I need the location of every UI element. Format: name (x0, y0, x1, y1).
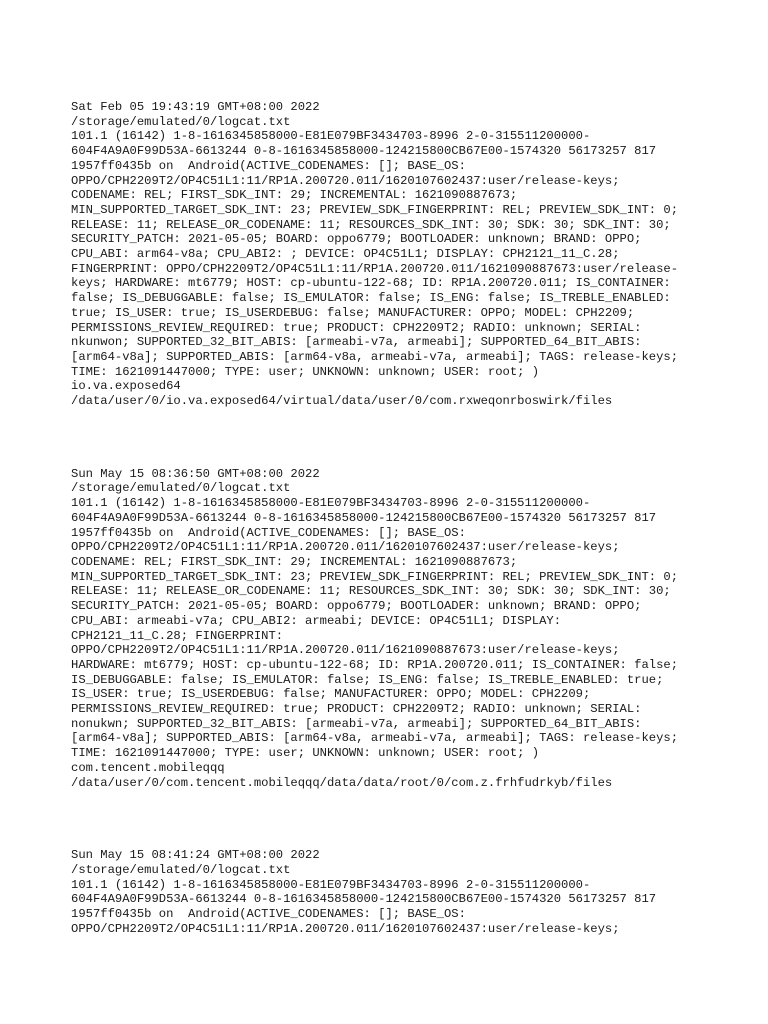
log-line: [arm64-v8a]; SUPPORTED_ABIS: [arm64-v8a, armeabi-v7a, armeabi]; TAGS: release-keys; (71, 349, 679, 364)
log-line: FINGERPRINT: OPPO/CPH2209T2/OP4C51L1:11/RP1A.200720.011/1621090887673:user/release- (71, 261, 679, 276)
log-line: 101.1 (16142) 1-8-1616345858000-E81E079BF3434703-8996 2-0-315511200000- (71, 877, 591, 892)
log-line: RELEASE: 11; RELEASE_OR_CODENAME: 11; RESOURCES_SDK_INT: 30; SDK: 30; SDK_INT: 30; (71, 584, 671, 599)
log-line: Sun May 15 08:36:50 GMT+08:00 2022 (71, 466, 320, 481)
log-line: CPU_ABI: armeabi-v7a; CPU_ABI2: armeabi; DEVICE: OP4C51L1; DISPLAY: (71, 613, 562, 628)
log-line: PERMISSIONS_REVIEW_REQUIRED: true; PRODUCT: CPH2209T2; RADIO: unknown; SERIAL: (71, 320, 642, 335)
log-line: /data/user/0/com.tencent.mobileqqq/data/data/root/0/com.z.frhfudrkyb/files (71, 775, 613, 790)
log-line: RELEASE: 11; RELEASE_OR_CODENAME: 11; RESOURCES_SDK_INT: 30; SDK: 30; SDK_INT: 30; (71, 217, 671, 232)
log-line: io.va.exposed64 (71, 379, 181, 394)
log-line: SECURITY_PATCH: 2021-05-05; BOARD: oppo6779; BOOTLOADER: unknown; BRAND: OPPO; (71, 232, 642, 247)
log-line: 1957ff0435b on Android(ACTIVE_CODENAMES: []; BASE_OS: (71, 907, 466, 922)
log-line: nkunwon; SUPPORTED_32_BIT_ABIS: [armeabi-v7a, armeabi]; SUPPORTED_64_BIT_ABIS: (71, 335, 642, 350)
log-line: OPPO/CPH2209T2/OP4C51L1:11/RP1A.200720.011/1620107602437:user/release-keys; (71, 921, 620, 936)
log-line: 101.1 (16142) 1-8-1616345858000-E81E079BF3434703-8996 2-0-315511200000- (71, 496, 591, 511)
log-line: false; IS_DEBUGGABLE: false; IS_EMULATOR: false; IS_ENG: false; IS_TREBLE_ENABLED: (71, 291, 671, 306)
log-line: HARDWARE: mt6779; HOST: cp-ubuntu-122-68; ID: RP1A.200720.011; IS_CONTAINER: false; (71, 657, 679, 672)
log-line: keys; HARDWARE: mt6779; HOST: cp-ubuntu-122-68; ID: RP1A.200720.011; IS_CONTAINER: (71, 276, 671, 291)
log-line: OPPO/CPH2209T2/OP4C51L1:11/RP1A.200720.011/1620107602437:user/release-keys; (71, 540, 620, 555)
log-document (71, 100, 731, 936)
log-line: nonukwn; SUPPORTED_32_BIT_ABIS: [armeabi-v7a, armeabi]; SUPPORTED_64_BIT_ABIS: (71, 716, 642, 731)
log-line: 1957ff0435b on Android(ACTIVE_CODENAMES: []; BASE_OS: (71, 158, 466, 173)
log-entry-1 (71, 100, 731, 409)
log-line: OPPO/CPH2209T2/OP4C51L1:11/RP1A.200720.011/1621090887673:user/release-keys; (71, 643, 620, 658)
log-line: TIME: 1621091447000; TYPE: user; UNKNOWN: unknown; USER: root; ) (71, 746, 540, 761)
log-line: /data/user/0/io.va.exposed64/virtual/data/user/0/com.rxweqonrboswirk/files (71, 394, 613, 409)
log-line: /storage/emulated/0/logcat.txt (71, 114, 291, 129)
log-line: com.tencent.mobileqqq (71, 760, 225, 775)
log-line: /storage/emulated/0/logcat.txt (71, 481, 291, 496)
log-line: MIN_SUPPORTED_TARGET_SDK_INT: 23; PREVIEW_SDK_FINGERPRINT: REL; PREVIEW_SDK_INT: 0; (71, 202, 679, 217)
log-line: SECURITY_PATCH: 2021-05-05; BOARD: oppo6779; BOOTLOADER: unknown; BRAND: OPPO; (71, 599, 642, 614)
log-entry-2 (71, 467, 731, 790)
log-line: MIN_SUPPORTED_TARGET_SDK_INT: 23; PREVIEW_SDK_FINGERPRINT: REL; PREVIEW_SDK_INT: 0; (71, 569, 679, 584)
log-line: CPH2121_11_C.28; FINGERPRINT: (71, 628, 284, 643)
log-entry-3 (71, 848, 731, 936)
log-line: CODENAME: REL; FIRST_SDK_INT: 29; INCREMENTAL: 1621090887673; (71, 188, 518, 203)
log-line: 604F4A9A0F99D53A-6613244 0-8-1616345858000-124215800CB67E00-1574320 56173257 817 (71, 510, 657, 525)
log-line: CODENAME: REL; FIRST_SDK_INT: 29; INCREMENTAL: 1621090887673; (71, 554, 518, 569)
log-line: IS_USER: true; IS_USERDEBUG: false; MANUFACTURER: OPPO; MODEL: CPH2209; (71, 687, 591, 702)
log-line: 1957ff0435b on Android(ACTIVE_CODENAMES: []; BASE_OS: (71, 525, 466, 540)
log-line: OPPO/CPH2209T2/OP4C51L1:11/RP1A.200720.011/1620107602437:user/release-keys; (71, 173, 620, 188)
log-line: 604F4A9A0F99D53A-6613244 0-8-1616345858000-124215800CB67E00-1574320 56173257 817 (71, 144, 657, 159)
log-line: true; IS_USER: true; IS_USERDEBUG: false; MANUFACTURER: OPPO; MODEL: CPH2209; (71, 305, 635, 320)
log-line: PERMISSIONS_REVIEW_REQUIRED: true; PRODUCT: CPH2209T2; RADIO: unknown; SERIAL: (71, 702, 642, 717)
log-line: TIME: 1621091447000; TYPE: user; UNKNOWN: unknown; USER: root; ) (71, 364, 540, 379)
log-line: [arm64-v8a]; SUPPORTED_ABIS: [arm64-v8a, armeabi-v7a, armeabi]; TAGS: release-keys; (71, 731, 679, 746)
log-line: /storage/emulated/0/logcat.txt (71, 862, 291, 877)
log-line: Sun May 15 08:41:24 GMT+08:00 2022 (71, 848, 320, 863)
log-line: 101.1 (16142) 1-8-1616345858000-E81E079BF3434703-8996 2-0-315511200000- (71, 129, 591, 144)
log-line: IS_DEBUGGABLE: false; IS_EMULATOR: false; IS_ENG: false; IS_TREBLE_ENABLED: true; (71, 672, 664, 687)
log-line: CPU_ABI: arm64-v8a; CPU_ABI2: ; DEVICE: OP4C51L1; DISPLAY: CPH2121_11_C.28; (71, 247, 620, 262)
log-line: 604F4A9A0F99D53A-6613244 0-8-1616345858000-124215800CB67E00-1574320 56173257 817 (71, 892, 657, 907)
log-line: Sat Feb 05 19:43:19 GMT+08:00 2022 (71, 100, 320, 114)
